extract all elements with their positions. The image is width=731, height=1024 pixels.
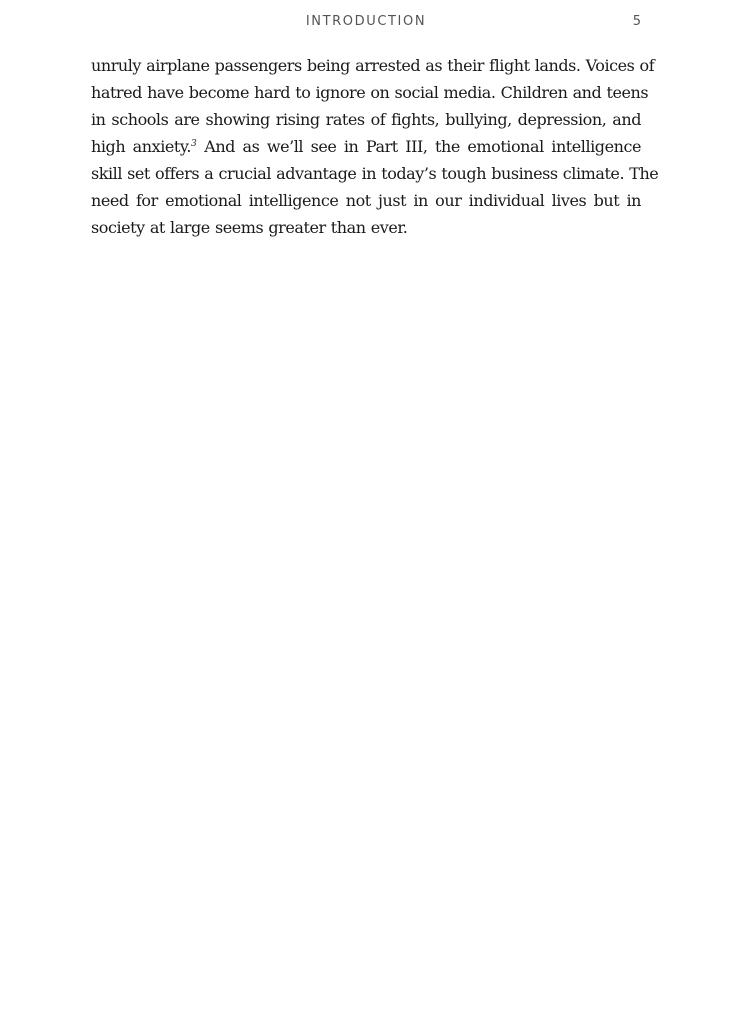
text-line: skill set offers a crucial advantage in today’s tough business climate. The xyxy=(91,164,659,183)
text-line: need for emotional intelligence not just in our individual lives but in xyxy=(91,191,641,210)
footnote-marker[interactable]: 3 xyxy=(190,139,197,149)
text-fragment: high anxiety. xyxy=(91,137,191,156)
text-line: hatred have become hard to ignore on social media. Children and teens xyxy=(91,83,649,102)
page-number: 5 xyxy=(632,14,641,29)
body-paragraph xyxy=(91,52,659,241)
text-line-with-footnote xyxy=(91,133,641,160)
text-line: unruly airplane passengers being arrested as their flight lands. Voices of xyxy=(91,56,655,75)
text-line: in schools are showing rising rates of fights, bullying, depression, and xyxy=(91,110,641,129)
section-title: INTRODUCTION xyxy=(305,14,427,29)
text-line: society at large seems greater than ever. xyxy=(91,218,408,237)
running-head xyxy=(91,14,641,32)
text-fragment: And as we’ll see in Part III, the emotional intelligence xyxy=(196,137,642,156)
